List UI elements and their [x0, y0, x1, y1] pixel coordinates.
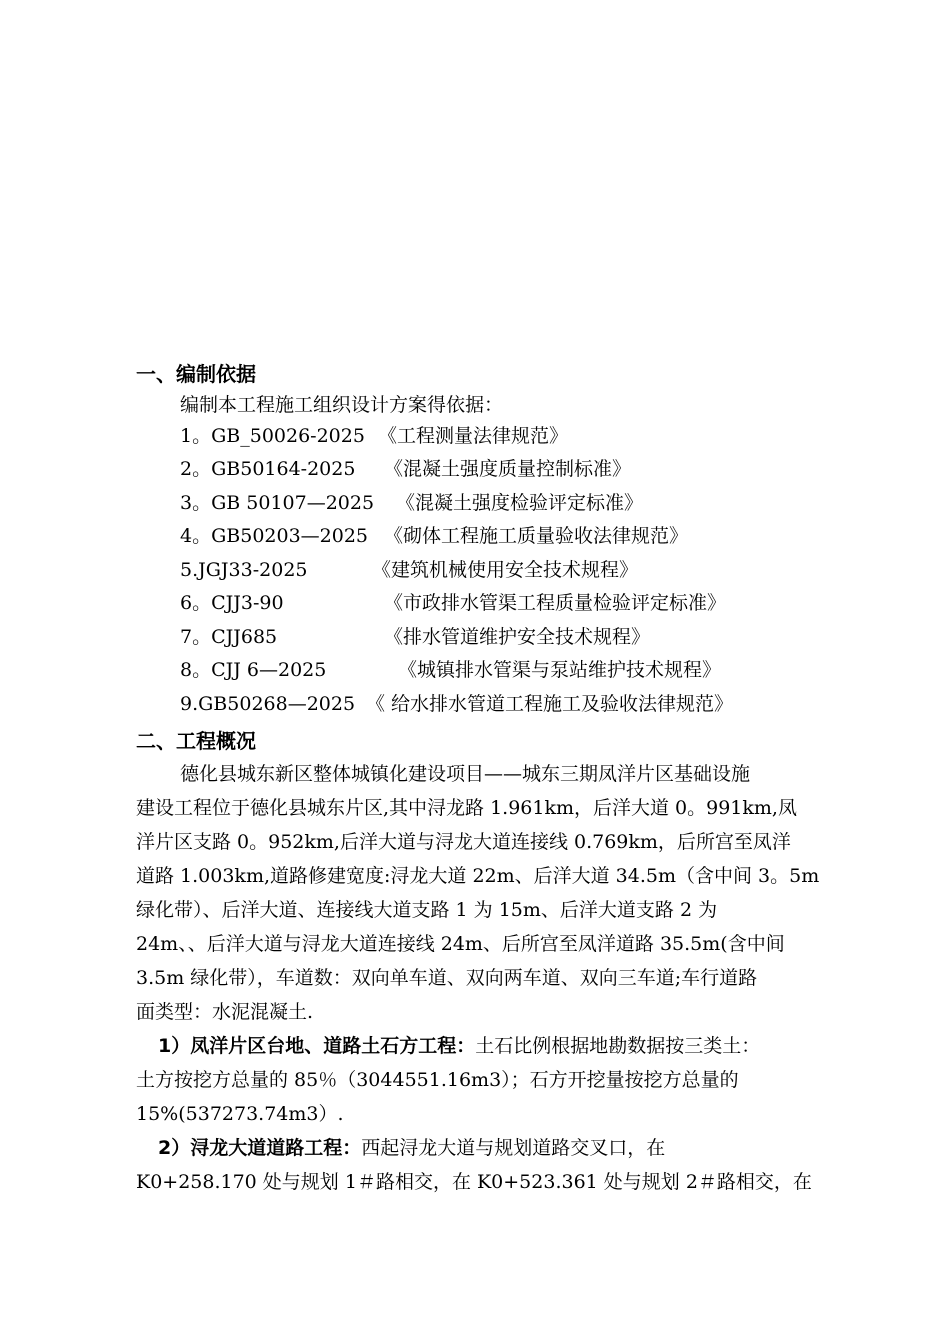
overview-line: 道路 1.003km,道路修建宽度:浔龙大道 22m、后洋大道 34.5m（含中间 3。5m: [136, 865, 820, 887]
reference-code: 2。GB50164-2025: [180, 458, 356, 480]
reference-title: 《混凝土强度检验评定标准》: [396, 492, 644, 514]
overview-line: 24m、、后洋大道与浔龙大道连接线 24m、后所宫至凤洋道路 35.5m(含中间: [136, 933, 785, 955]
reference-title: 《混凝土强度质量控制标准》: [384, 458, 632, 480]
section-heading-basis: 一、编制依据: [136, 362, 256, 386]
item-road-label: 2）浔龙大道道路工程：: [158, 1137, 362, 1159]
overview-line: 3.5m 绿化带），车道数：双向单车道、双向两车道、双向三车道;车行道路: [136, 967, 758, 989]
overview-line: 绿化带）、后洋大道、连接线大道支路 1 为 15m、后洋大道支路 2 为: [136, 899, 718, 921]
overview-line: 德化县城东新区整体城镇化建设项目——城东三期凤洋片区基础设施: [180, 763, 751, 785]
item-road-line: K0+258.170 处与规划 1＃路相交，在 K0+523.361 处与规划 2＃路相交，在: [136, 1171, 812, 1193]
reference-code: 4。GB50203—2025: [180, 525, 369, 547]
item-earthwork-line: 15%(537273.74m3）.: [136, 1103, 344, 1125]
reference-title: 《城镇排水管渠与泵站维护技术规程》: [398, 659, 722, 681]
reference-code: 5.JGJ33-2025: [180, 559, 308, 581]
overview-line: 建设工程位于德化县城东片区,其中浔龙路 1.961km，后洋大道 0。991km,凤: [136, 797, 797, 819]
item-road-text: 西起浔龙大道与规划道路交叉口，在: [361, 1137, 666, 1159]
basis-intro: 编制本工程施工组织设计方案得依据：: [180, 394, 504, 416]
section-heading-overview: 二、工程概况: [136, 729, 256, 753]
reference-code: 3。GB 50107—2025: [180, 492, 375, 514]
overview-line: 面类型：水泥混凝土.: [136, 1001, 314, 1023]
item-earthwork-line: [158, 1029, 860, 1063]
item-earthwork-line: 土方按挖方总量的 85％（3044551.16m3）；石方开挖量按挖方总量的: [136, 1069, 739, 1091]
reference-code: 8。CJJ 6—2025: [180, 659, 327, 681]
reference-title: 《砌体工程施工质量验收法律规范》: [384, 525, 689, 547]
item-earthwork-text: 土石比例根据地勘数据按三类土：: [475, 1035, 761, 1057]
reference-code: 6。CJJ3-90: [180, 592, 284, 614]
reference-code: 7。CJJ685: [180, 626, 278, 648]
overview-line: 洋片区支路 0。952km,后洋大道与浔龙大道连接线 0.769km，后所宫至凤洋: [136, 831, 791, 853]
reference-title: 《 给水排水管道工程施工及验收法律规范》: [366, 693, 734, 715]
reference-code: 1。GB_50026-2025: [180, 425, 365, 447]
reference-title: 《工程测量法律规范》: [378, 425, 569, 447]
item-earthwork-label: 1）凤洋片区台地、道路土石方工程：: [158, 1035, 476, 1057]
reference-code: 9.GB50268—2025: [180, 693, 356, 715]
reference-title: 《市政排水管渠工程质量检验评定标准》: [384, 592, 727, 614]
item-road-line: [158, 1131, 860, 1165]
reference-title: 《建筑机械使用安全技术规程》: [372, 559, 639, 581]
reference-title: 《排水管道维护安全技术规程》: [384, 626, 651, 648]
